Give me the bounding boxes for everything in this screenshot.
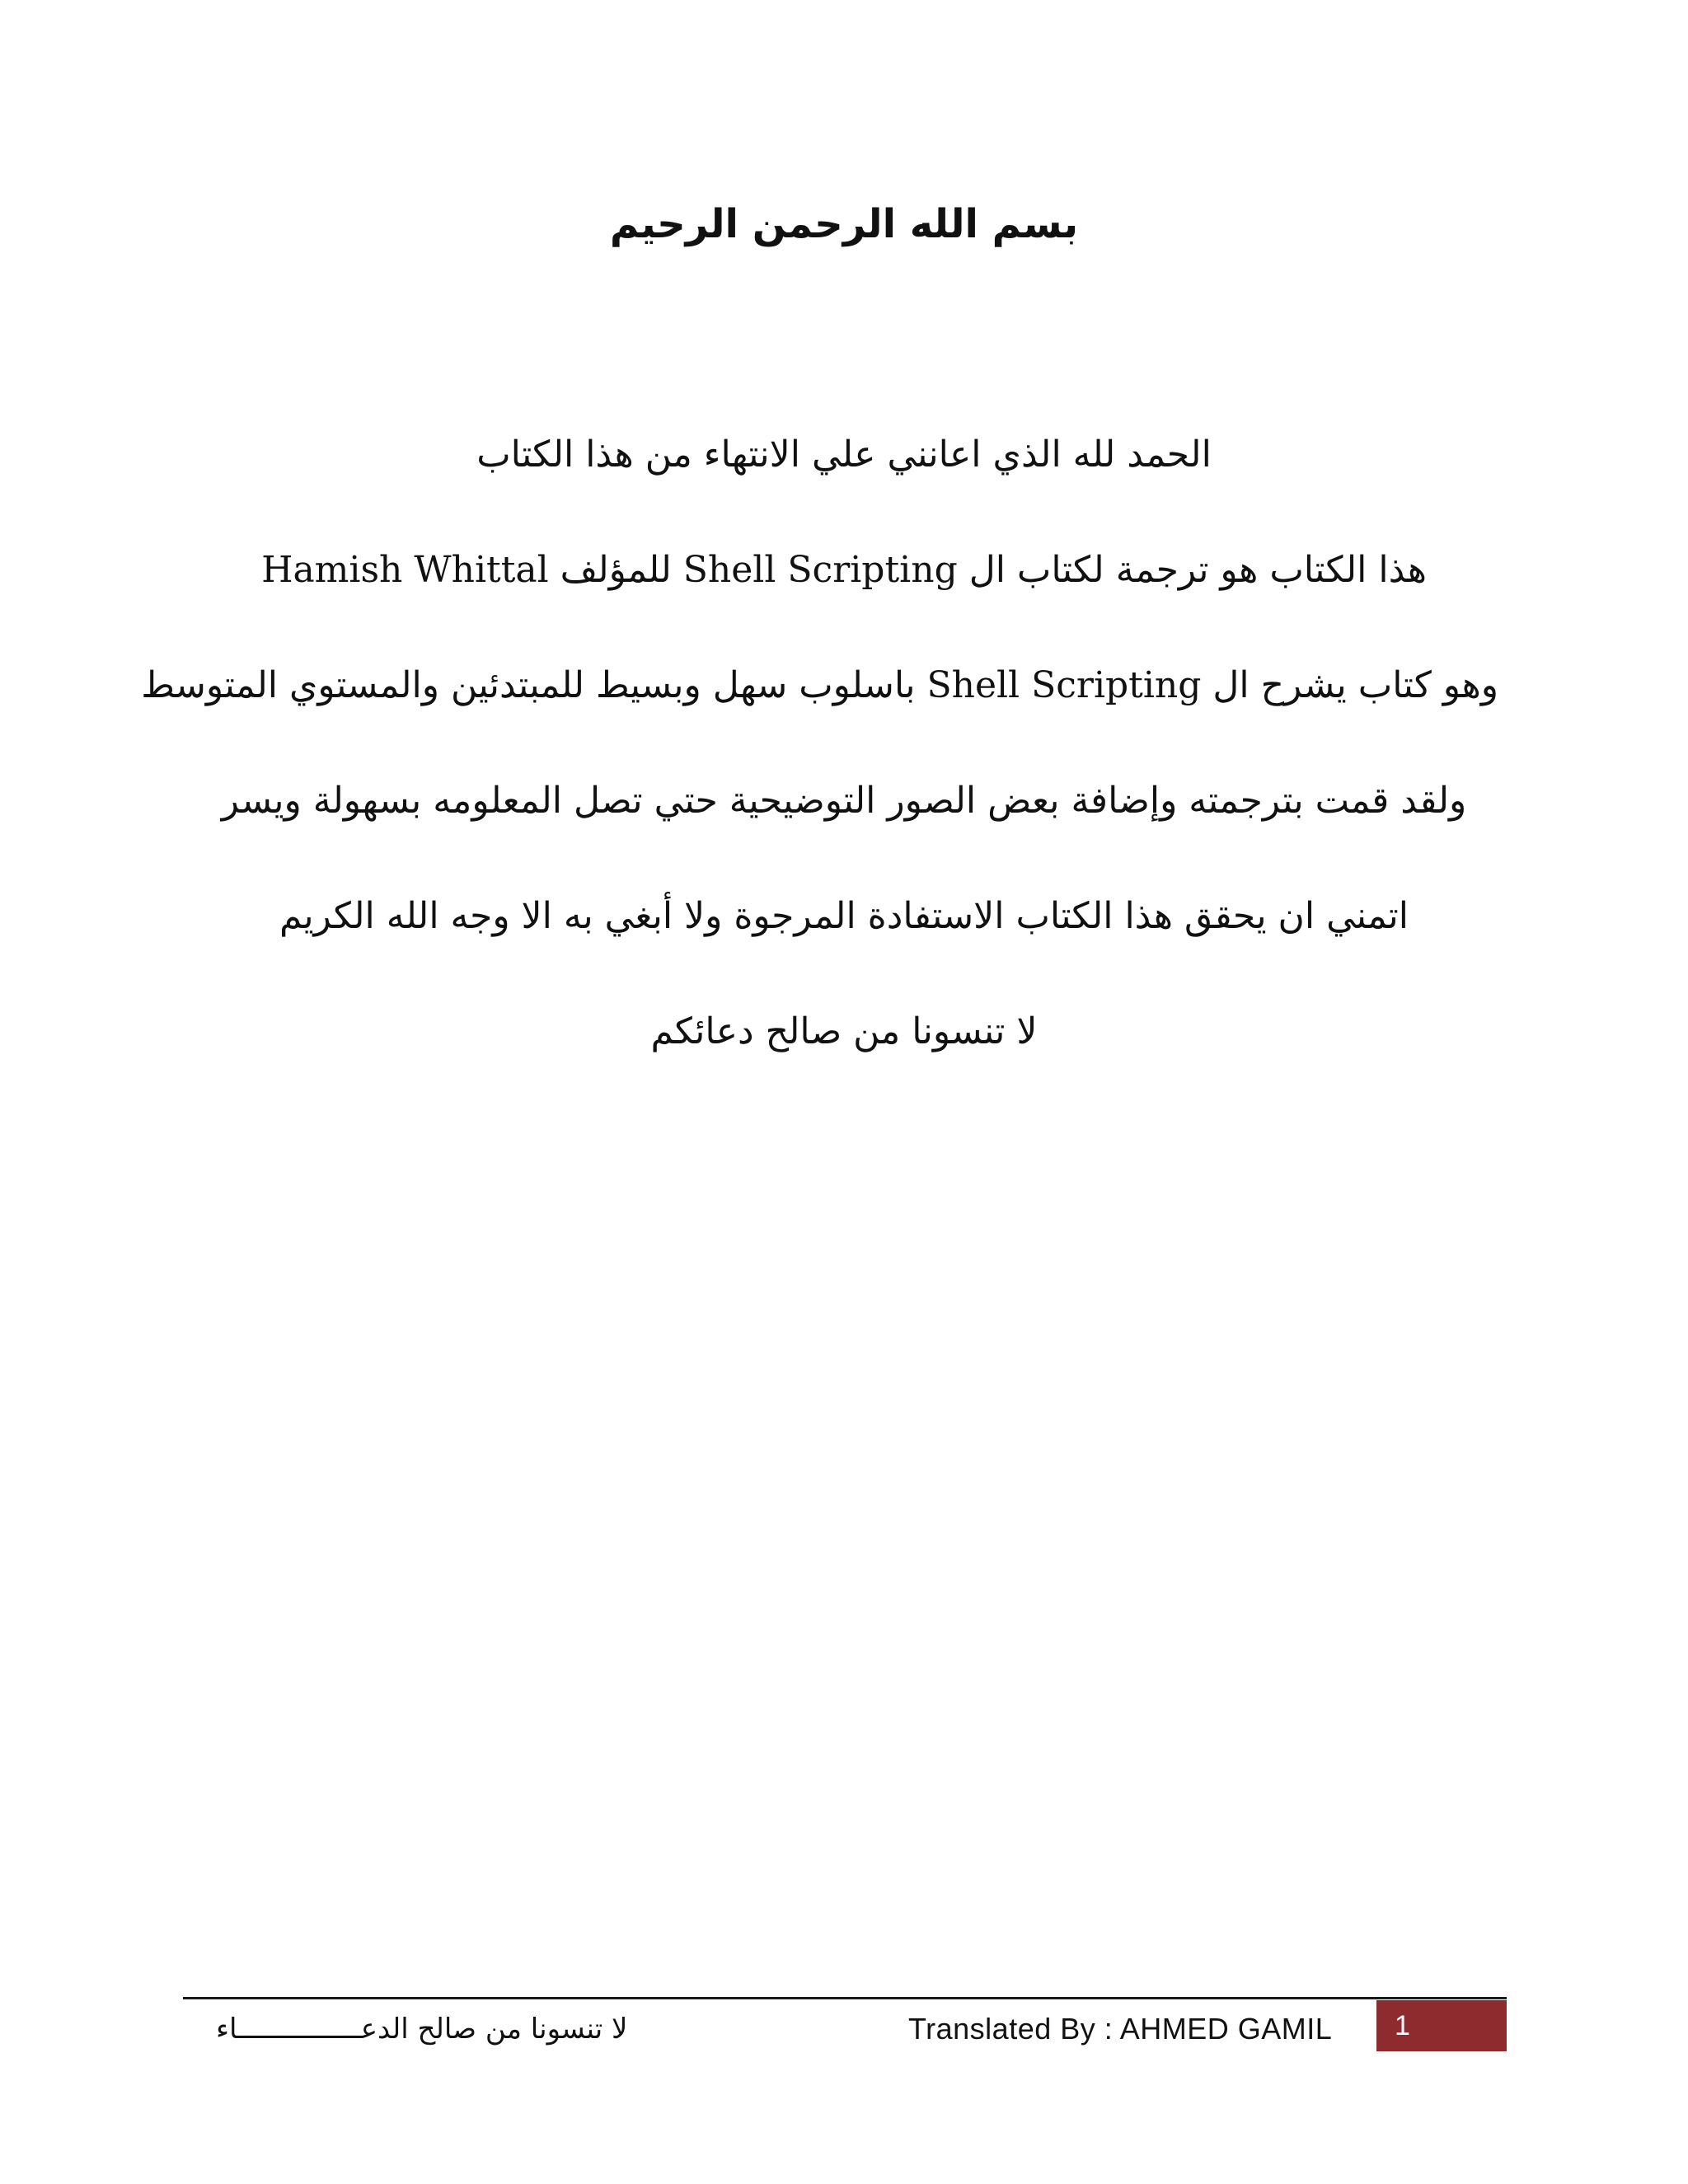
body-line-1: الحمد لله الذي اعانني علي الانتهاء من هذا الكتاب: [476, 434, 1212, 476]
body-line-6: لا تنسونا من صالح دعائكم: [650, 1010, 1038, 1052]
footer-divider: [183, 1997, 1507, 1999]
body-line-4: ولقد قمت بترجمته وإضافة بعض الصور التوضيحية حتي تصل المعلومه بسهولة ويسر: [221, 780, 1467, 822]
page-title: بسم الله الرحمن الرحيم: [609, 201, 1079, 247]
body-text: [141, 397, 1498, 1090]
page-number-badge: 1: [1376, 2000, 1507, 2051]
footer-translator-credit: Translated By : AHMED GAMIL: [908, 2012, 1333, 2046]
body-line-3: وهو كتاب يشرح ال Shell Scripting باسلوب سهل وبسيط للمبتدئين والمستوي المتوسط: [141, 664, 1498, 706]
page-footer: [183, 1997, 1507, 2055]
body-line-5: اتمني ان يحقق هذا الكتاب الاستفادة المرجوة ولا أبغي به الا وجه الله الكريم: [279, 895, 1409, 937]
footer-dua-text: لا تنسونا من صالح الدعـــــــــــــــاء: [216, 2013, 628, 2046]
body-line-2: هذا الكتاب هو ترجمة لكتاب ال Shell Scripting للمؤلف Hamish Whittal: [261, 549, 1427, 591]
